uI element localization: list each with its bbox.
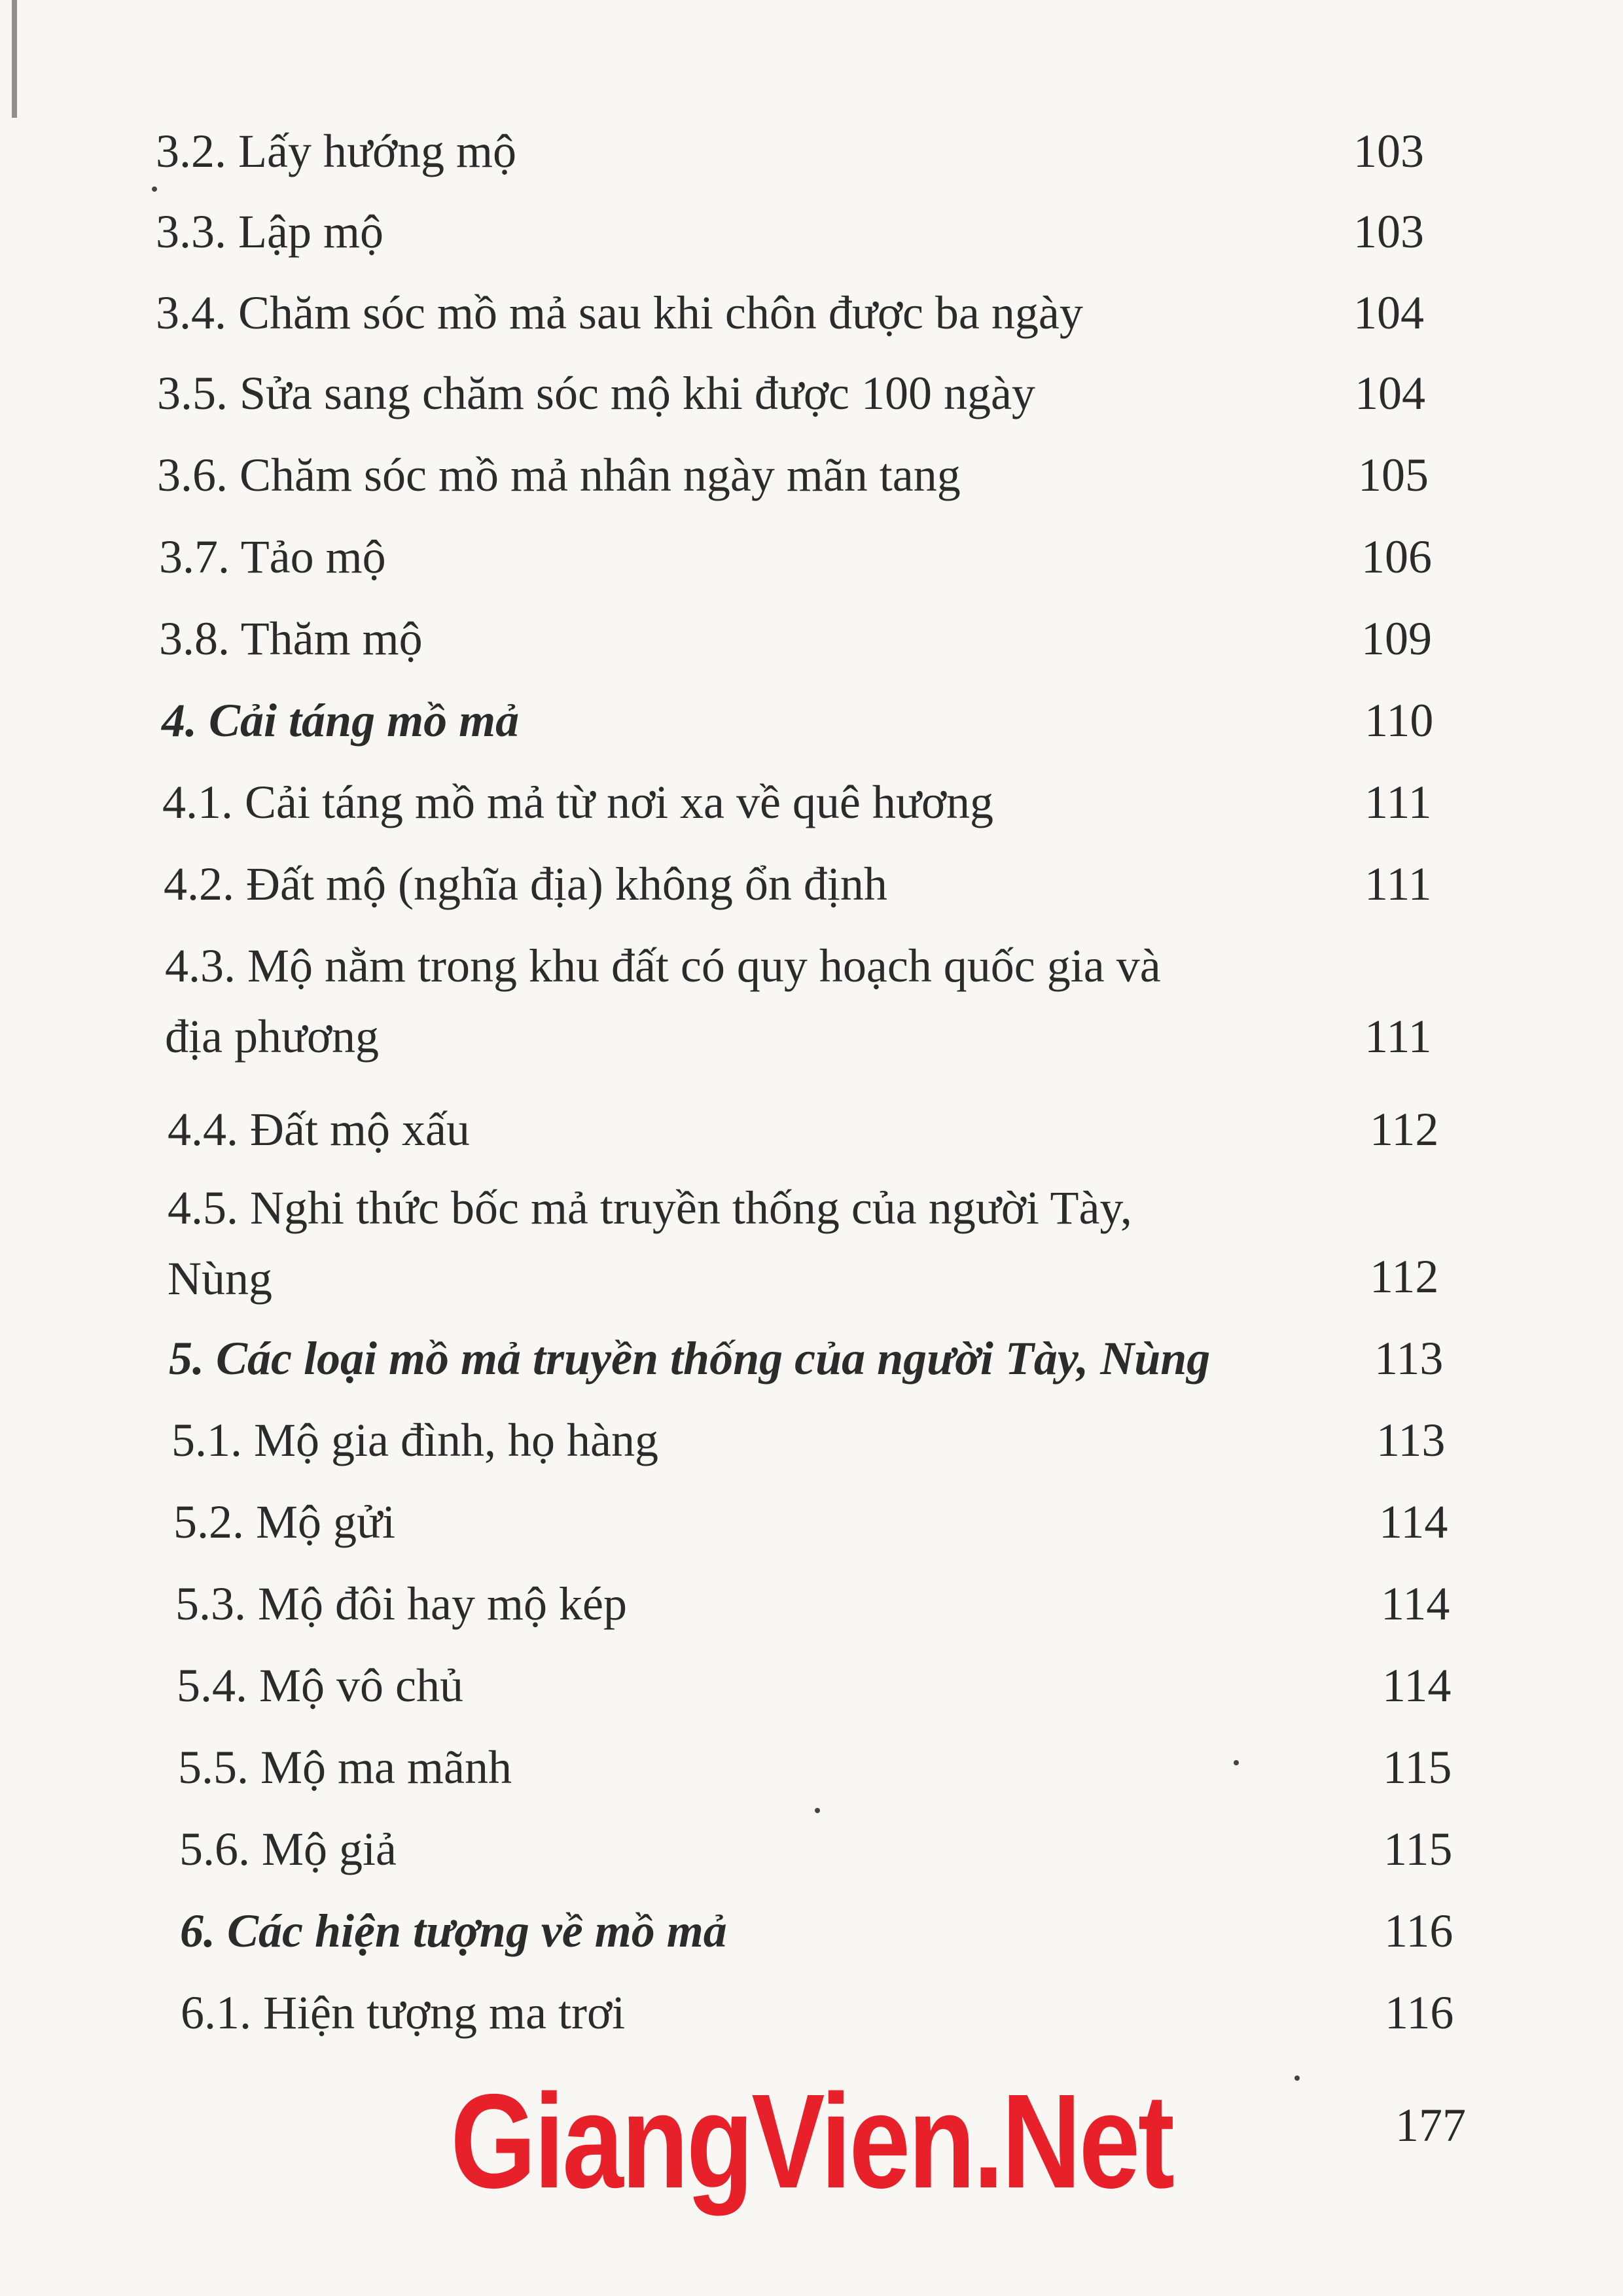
toc-page-number: 114 bbox=[1381, 1578, 1450, 1630]
toc-page-number: 114 bbox=[1379, 1496, 1448, 1548]
toc-entry bbox=[0, 205, 1623, 293]
toc-entry-title: 5.4. Mộ vô chủ bbox=[177, 1659, 463, 1712]
page-edge-mark bbox=[12, 0, 17, 118]
toc-page-number: 103 bbox=[1353, 205, 1424, 258]
page-number: 177 bbox=[1395, 2099, 1466, 2151]
toc-entry-title: 6.1. Hiện tượng ma trơi bbox=[181, 1987, 626, 2039]
toc-entry-title-continued: địa phương bbox=[165, 1010, 380, 1063]
toc-entry-title: 5. Các loại mồ mả truyền thống của người Tày, Nùng bbox=[169, 1332, 1211, 1385]
scan-speck bbox=[815, 1808, 820, 1813]
toc-page-number: 111 bbox=[1364, 1010, 1432, 1063]
toc-entry-title: 3.5. Sửa sang chăm sóc mộ khi được 100 ngày bbox=[157, 367, 1035, 419]
toc-entry-title: 5.5. Mộ ma mãnh bbox=[178, 1741, 512, 1793]
toc-entry bbox=[0, 289, 1623, 374]
toc-entry-title: 5.1. Mộ gia đình, họ hàng bbox=[171, 1414, 658, 1466]
toc-page-number: 116 bbox=[1384, 1905, 1454, 1957]
scan-speck bbox=[152, 186, 157, 192]
toc-entry bbox=[0, 1741, 1623, 1829]
toc-section-heading bbox=[0, 1907, 1623, 1992]
watermark-logo: GiangVien.Net bbox=[450, 2066, 1173, 2216]
toc-entry bbox=[0, 1823, 1623, 1911]
toc-entry-title: 3.2. Lấy hướng mộ bbox=[156, 125, 517, 177]
toc-entry bbox=[0, 533, 1623, 618]
toc-page-number: 115 bbox=[1383, 1741, 1452, 1793]
toc-entry bbox=[0, 1103, 1623, 1191]
toc-entry bbox=[0, 860, 1623, 945]
toc-entry bbox=[0, 451, 1623, 537]
toc-entry bbox=[0, 1498, 1623, 1583]
toc-entry-title: 4.2. Đất mộ (nghĩa địa) không ổn định bbox=[164, 858, 887, 910]
toc-entry bbox=[0, 1580, 1623, 1665]
toc-entry-title: 3.8. Thăm mộ bbox=[159, 612, 423, 665]
toc-page-number: 111 bbox=[1364, 776, 1432, 828]
toc-entry-title: 6. Các hiện tượng về mồ mả bbox=[180, 1905, 727, 1957]
toc-entry-title-continued: Nùng bbox=[168, 1252, 272, 1305]
scan-speck bbox=[1294, 2075, 1300, 2081]
toc-entry-title: 5.2. Mộ gửi bbox=[173, 1496, 396, 1548]
toc-page-number: 116 bbox=[1385, 1987, 1454, 2039]
toc-page-number: 106 bbox=[1361, 531, 1432, 583]
toc-entry-title: 3.6. Chăm sóc mồ mả nhân ngày mãn tang bbox=[157, 449, 961, 501]
toc-entry bbox=[0, 1659, 1623, 1747]
toc-entry-title: 4.1. Cải táng mồ mả từ nơi xa về quê hương bbox=[162, 776, 993, 828]
toc-page-number: 112 bbox=[1370, 1250, 1439, 1303]
toc-entry-title: 3.3. Lập mộ bbox=[156, 205, 383, 258]
toc-entry bbox=[0, 125, 1623, 213]
toc-entry-title: 4.4. Đất mộ xấu bbox=[168, 1103, 470, 1156]
toc-page-number: 110 bbox=[1364, 694, 1434, 747]
toc-page-number: 112 bbox=[1370, 1103, 1439, 1156]
toc-page-number: 104 bbox=[1355, 367, 1425, 419]
toc-page-number: 111 bbox=[1364, 858, 1432, 910]
scan-speck bbox=[1234, 1760, 1239, 1765]
toc-entry bbox=[0, 612, 1623, 700]
toc-page-number: 105 bbox=[1358, 449, 1429, 501]
toc-page-number: 115 bbox=[1383, 1823, 1453, 1875]
toc-entry-title: 4. Cải táng mồ mả bbox=[162, 694, 520, 747]
toc-entry bbox=[0, 1414, 1623, 1502]
toc-page-number: 114 bbox=[1382, 1659, 1452, 1712]
toc-entry bbox=[0, 1182, 1623, 1305]
toc-entry-title: 3.7. Tảo mộ bbox=[159, 531, 386, 583]
toc-entry-title: 4.5. Nghi thức bốc mả truyền thống của người Tày, bbox=[168, 1182, 1132, 1234]
toc-entry bbox=[0, 940, 1623, 1063]
toc-entry-title: 3.4. Chăm sóc mồ mả sau khi chôn được ba ngày bbox=[156, 287, 1083, 339]
toc-entry-title: 5.3. Mộ đôi hay mộ kép bbox=[175, 1578, 627, 1630]
toc-entry bbox=[0, 367, 1623, 455]
toc-page-number: 109 bbox=[1361, 612, 1432, 665]
toc-page-number: 113 bbox=[1374, 1332, 1444, 1385]
toc-entry bbox=[0, 776, 1623, 864]
toc-page-number: 103 bbox=[1353, 125, 1424, 177]
toc-page-number: 113 bbox=[1376, 1414, 1446, 1466]
toc-page-number: 104 bbox=[1353, 287, 1424, 339]
toc-section-heading bbox=[0, 1332, 1623, 1420]
toc-entry-title: 4.3. Mộ nằm trong khu đất có quy hoạch quốc gia và bbox=[165, 940, 1161, 992]
toc-section-heading bbox=[0, 694, 1623, 782]
toc-entry bbox=[0, 1989, 1623, 2074]
toc-entry-title: 5.6. Mộ giả bbox=[179, 1823, 397, 1875]
